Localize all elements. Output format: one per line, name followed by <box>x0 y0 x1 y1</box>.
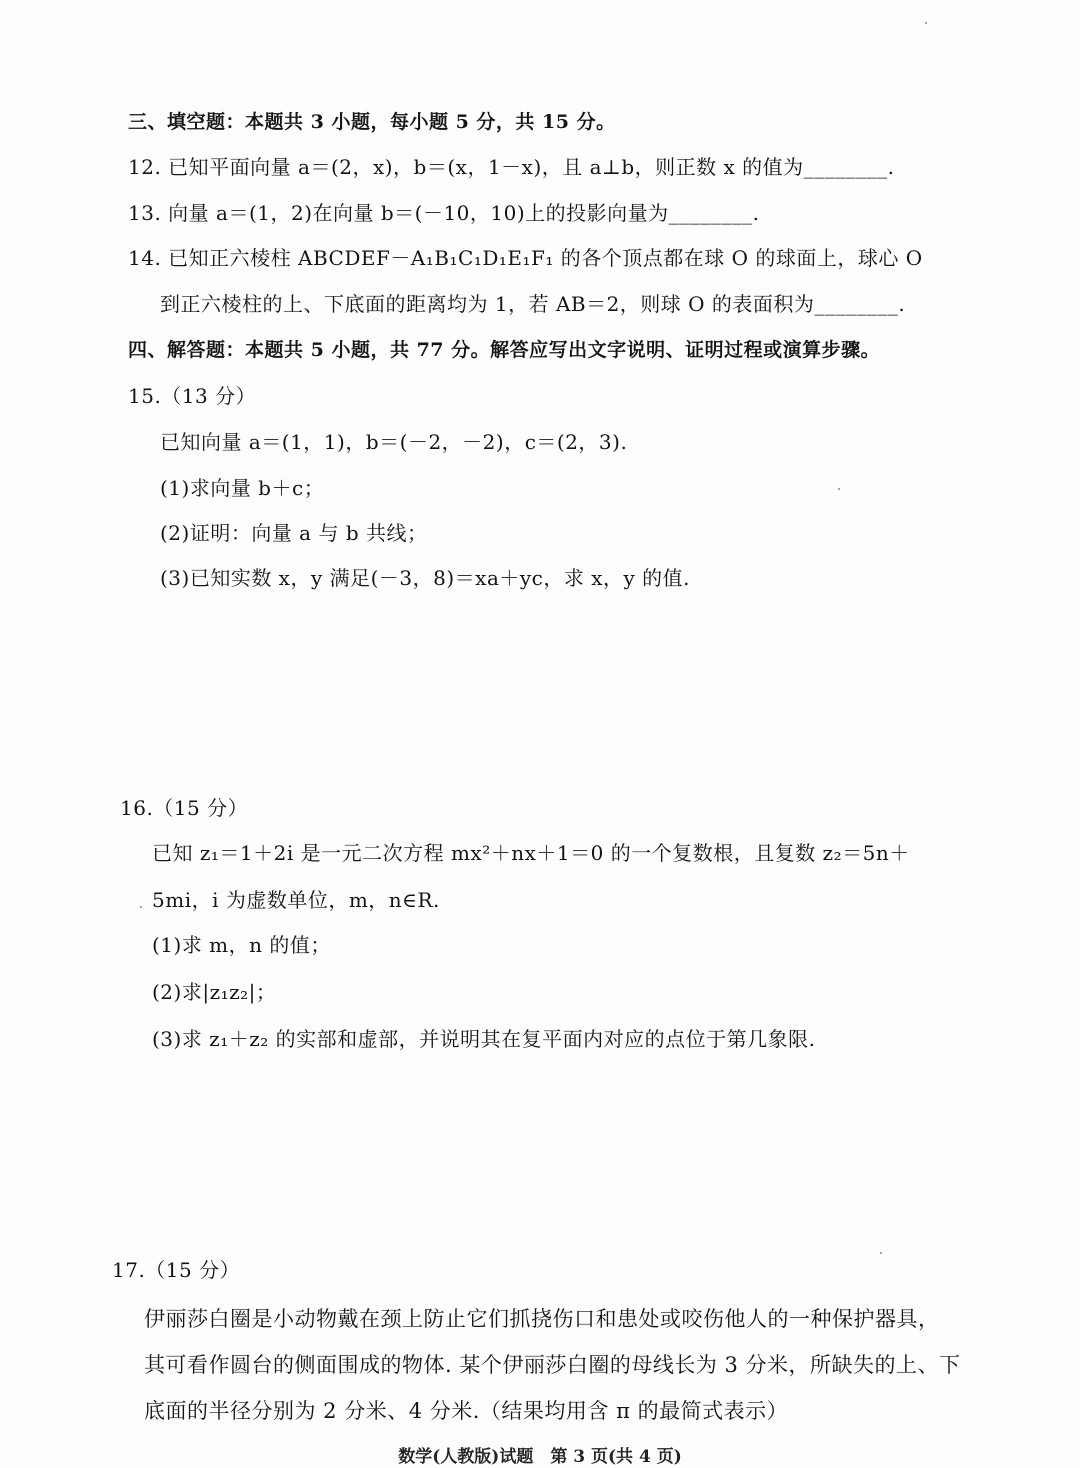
scan-speck <box>925 22 927 24</box>
question-14-line-1: 14. 已知正六棱柱 ABCDEF－A₁B₁C₁D₁E₁F₁ 的各个顶点都在球 O 的球面上，球心 O <box>128 246 923 270</box>
question-14-line-2: 到正六棱柱的上、下底面的距离均为 1，若 AB＝2，则球 O 的表面积为________. <box>160 292 906 316</box>
question-15-part-1: (1)求向量 b＋c； <box>160 476 325 500</box>
question-12: 12. 已知平面向量 a＝(2，x)，b＝(x，1－x)，且 a⊥b，则正数 x 的值为________. <box>128 155 895 179</box>
question-16-header: 16.（15 分） <box>120 796 249 820</box>
question-13: 13. 向量 a＝(1，2)在向量 b＝(－10，10)上的投影向量为________. <box>128 201 760 225</box>
section-fill-in-heading: 三、填空题：本题共 3 小题，每小题 5 分，共 15 分。 <box>128 111 616 133</box>
question-16-stem-line-1: 已知 z₁＝1＋2i 是一元二次方程 mx²＋nx＋1＝0 的一个复数根，且复数 z₂＝5n＋ <box>152 841 910 865</box>
question-15-part-2: (2)证明：向量 a 与 b 共线； <box>160 521 428 545</box>
question-16-stem-line-2: 5mi，i 为虚数单位，m，n∈R. <box>152 888 440 912</box>
question-16-part-1: (1)求 m，n 的值； <box>152 933 331 957</box>
section-answer-heading: 四、解答题：本题共 5 小题，共 77 分。解答应写出文字说明、证明过程或演算步骤。 <box>128 339 881 361</box>
scan-speck <box>838 488 840 490</box>
question-17-line-2: 其可看作圆台的侧面围成的物体. 某个伊丽莎白圈的母线长为 3 分米，所缺失的上、下 <box>144 1353 961 1377</box>
question-16-part-3: (3)求 z₁＋z₂ 的实部和虚部，并说明其在复平面内对应的点位于第几象限. <box>152 1027 816 1051</box>
question-15-stem: 已知向量 a＝(1，1)，b＝(－2，－2)，c＝(2，3). <box>160 430 628 454</box>
question-15-header: 15.（13 分） <box>128 384 257 408</box>
question-17-line-3: 底面的半径分别为 2 分米、4 分米.（结果均用含 π 的最简式表示） <box>144 1399 789 1423</box>
page-footer: 数学(人教版)试题 第 3 页(共 4 页) <box>398 1447 682 1467</box>
question-17-header: 17.（15 分） <box>112 1258 241 1282</box>
question-15-part-3: (3)已知实数 x，y 满足(－3，8)＝xa＋yc，求 x，y 的值. <box>160 566 691 590</box>
question-16-part-2: (2)求|z₁z₂|； <box>152 980 277 1004</box>
question-17-line-1: 伊丽莎白圈是小动物戴在颈上防止它们抓挠伤口和患处或咬伤他人的一种保护器具， <box>144 1307 940 1331</box>
scan-speck <box>140 906 142 908</box>
scan-speck <box>880 1252 882 1254</box>
